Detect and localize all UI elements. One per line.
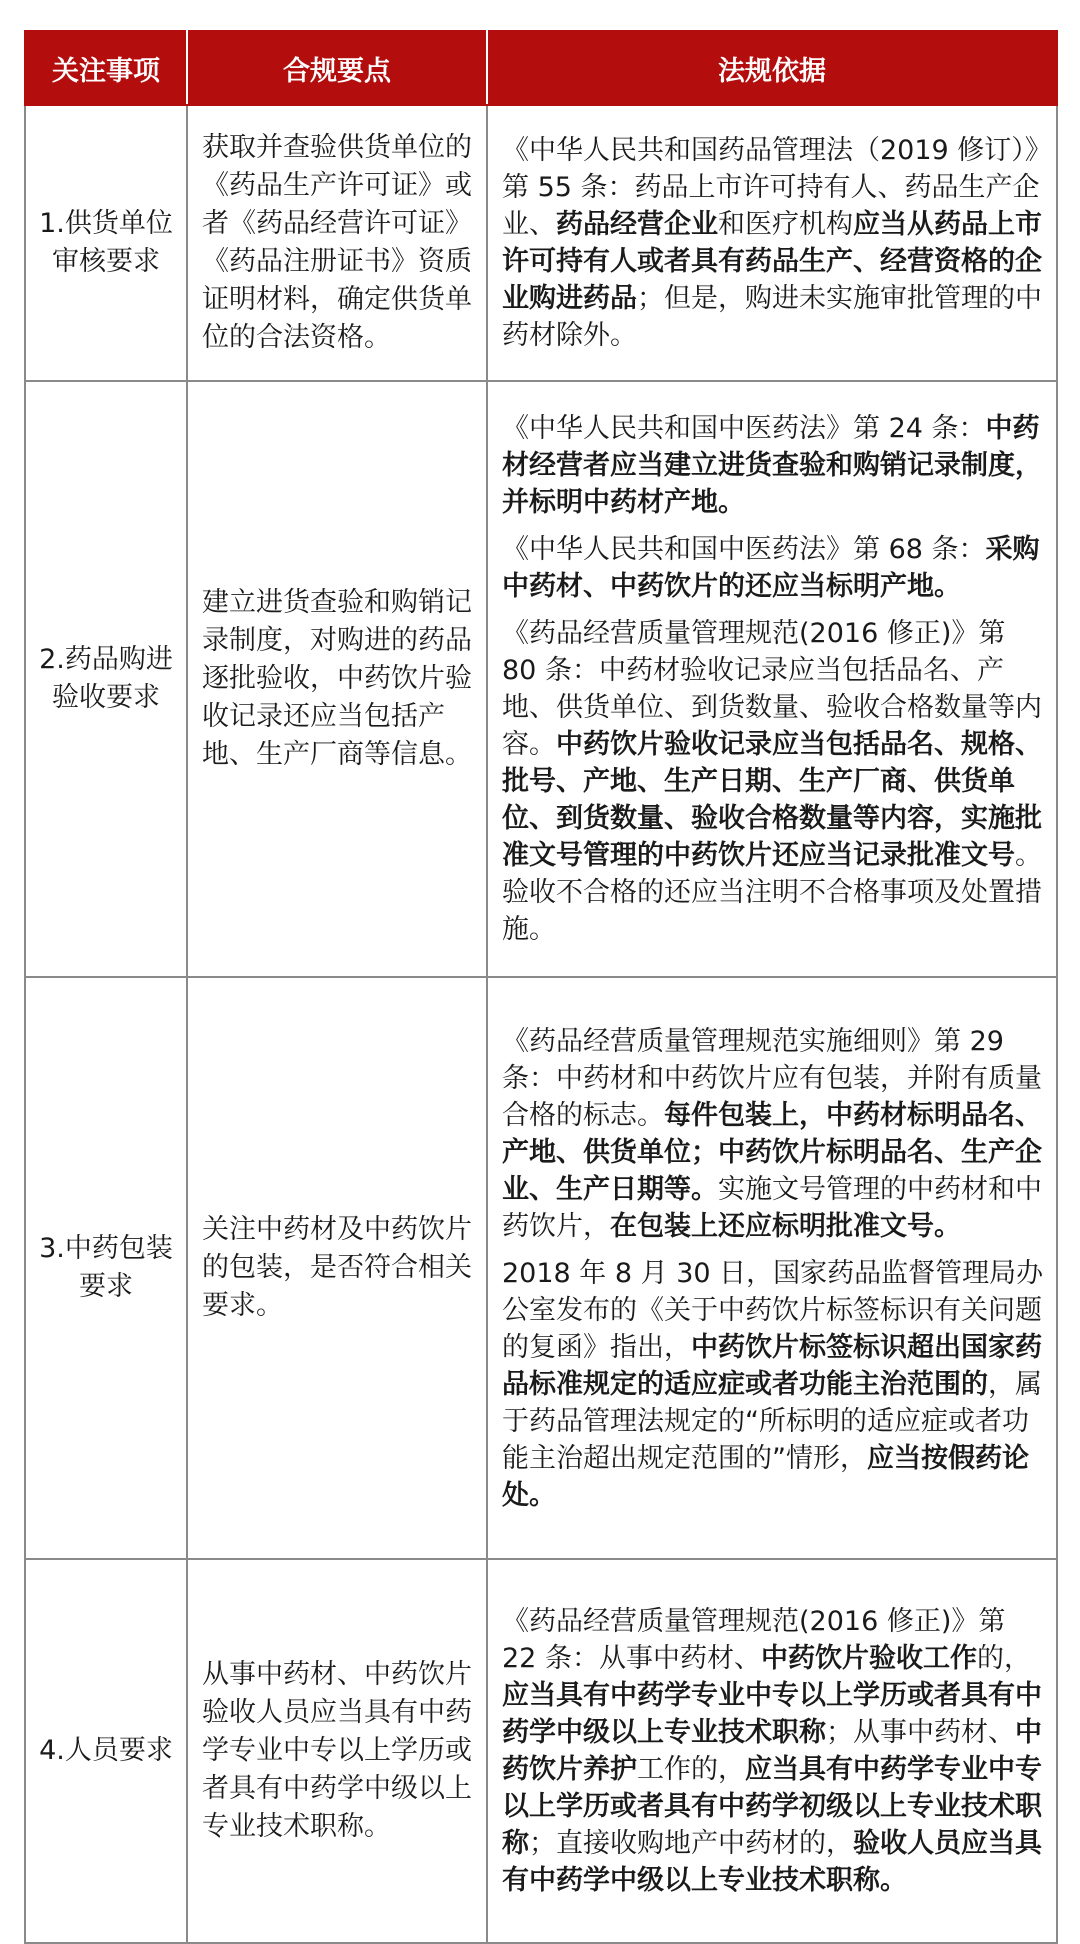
legal-basis-paragraph <box>502 1255 1046 1514</box>
legal-basis-paragraph <box>502 410 1046 521</box>
table-row <box>25 105 1057 381</box>
emphasis-text: 应当具有中药学专业中专以上学历或者具有中药学中级以上专业技术职称 <box>502 1680 1042 1748</box>
emphasis-text: 在包装上还应标明批准文号。 <box>610 1210 961 1242</box>
legal-basis-paragraph <box>502 1023 1046 1245</box>
legal-basis-cell <box>487 105 1057 381</box>
emphasis-text: 应当具有中药学专业中专以上学历或者具有中药学初级以上专业技术职称 <box>502 1754 1042 1859</box>
basis-text: 的， <box>976 1643 1031 1674</box>
basis-text: ；但是，购进未实施审批管理的中药材除外。 <box>502 283 1042 351</box>
legal-basis-cell <box>487 1559 1057 1943</box>
emphasis-text: 药品经营企业 <box>556 209 718 240</box>
emphasis-text: 中药饮片标签标识超出国家药品标准规定的适应症或者功能主治范围的 <box>502 1331 1042 1400</box>
emphasis-text: 中药饮片验收工作 <box>760 1643 977 1674</box>
legal-basis-paragraph <box>502 132 1046 354</box>
emphasis-text: 中药饮片养护 <box>502 1717 1042 1785</box>
basis-text: ，属于药品管理法规定的“所标明的适应症或者功能主治超出规定范围的”情形， <box>502 1368 1042 1474</box>
compliance-table <box>24 30 1058 1944</box>
focus-item-cell: 4.人员要求 <box>25 1559 187 1943</box>
basis-text: ；从事中药材、 <box>826 1717 1015 1748</box>
emphasis-text: 采购中药材、中药饮片的还应当标明产地。 <box>502 534 1040 602</box>
emphasis-text: 应当按假药论处。 <box>502 1442 1029 1511</box>
legal-basis-paragraph <box>502 531 1046 605</box>
emphasis-text: 每件包装上，中药材标明品名、产地、供货单位；中药饮片标明品名、生产企业、生产日期等。 <box>502 1099 1042 1205</box>
basis-text: 2018 年 8 月 30 日，国家药品监督管理局办公室发布的《关于中药饮片标签标识有关问题的复函》指出， <box>502 1257 1044 1363</box>
compliance-point-cell: 建立进货查验和购销记录制度，对购进的药品逐批验收，中药饮片验收记录还应当包括产地、生产厂商等信息。 <box>187 381 487 977</box>
focus-item-cell: 3.中药包装要求 <box>25 977 187 1559</box>
emphasis-text: 应当从药品上市许可持有人或者具有药品生产、经营资格的企业购进药品 <box>502 209 1042 314</box>
basis-text: 《中华人民共和国中医药法》第 68 条： <box>502 534 986 565</box>
legal-basis-cell <box>487 977 1057 1559</box>
header-legal-basis: 法规依据 <box>487 31 1057 105</box>
legal-basis-cell <box>487 381 1057 977</box>
basis-text: 《中华人民共和国中医药法》第 24 条： <box>502 413 986 444</box>
table-row <box>25 1559 1057 1943</box>
basis-text: 。验收不合格的还应当注明不合格事项及处置措施。 <box>502 840 1042 945</box>
compliance-point-cell: 关注中药材及中药饮片的包装，是否符合相关要求。 <box>187 977 487 1559</box>
basis-text: 实施文号管理的中药材和中药饮片， <box>502 1173 1042 1242</box>
compliance-point-cell: 获取并查验供货单位的《药品生产许可证》或者《药品经营许可证》《药品注册证书》资质证明材料，确定供货单位的合法资格。 <box>187 105 487 381</box>
table-row <box>25 977 1057 1559</box>
emphasis-text: 中药饮片验收记录应当包括品名、规格、批号、产地、生产日期、生产厂商、供货单位、到货数量、验收合格数量等内容，实施批准文号管理的中药饮片还应当记录批准文号 <box>502 729 1042 871</box>
legal-basis-paragraph <box>502 615 1046 948</box>
table-row <box>25 381 1057 977</box>
basis-text: 《药品经营质量管理规范(2016 修正)》第 22 条：从事中药材、 <box>502 1606 1006 1674</box>
emphasis-text: 中药材经营者应当建立进货查验和购销记录制度，并标明中药材产地。 <box>502 413 1042 518</box>
basis-text: 和医疗机构 <box>718 209 853 240</box>
header-compliance-point: 合规要点 <box>187 31 487 105</box>
emphasis-text: 验收人员应当具有中药学中级以上专业技术职称。 <box>502 1828 1042 1896</box>
header-focus-item: 关注事项 <box>25 31 187 105</box>
table-header-row <box>25 31 1057 105</box>
basis-text: 《药品经营质量管理规范(2016 修正)》第 80 条：中药材验收记录应当包括品名、产地、供货单位、到货数量、验收合格数量等内容。 <box>502 618 1042 760</box>
compliance-point-cell: 从事中药材、中药饮片验收人员应当具有中药学专业中专以上学历或者具有中药学中级以上专业技术职称。 <box>187 1559 487 1943</box>
legal-basis-paragraph <box>502 1603 1046 1899</box>
focus-item-cell: 2.药品购进验收要求 <box>25 381 187 977</box>
basis-text: 《中华人民共和国药品管理法（2019 修订）》第 55 条：药品上市许可持有人、药品生产企业、 <box>502 135 1040 240</box>
focus-item-cell: 1.供货单位审核要求 <box>25 105 187 381</box>
basis-text: 《药品经营质量管理规范实施细则》第 29 条：中药材和中药饮片应有包装，并附有质量合格的标志。 <box>502 1025 1042 1131</box>
basis-text: ；直接收购地产中药材的， <box>529 1828 853 1859</box>
basis-text: 工作的， <box>637 1754 745 1785</box>
